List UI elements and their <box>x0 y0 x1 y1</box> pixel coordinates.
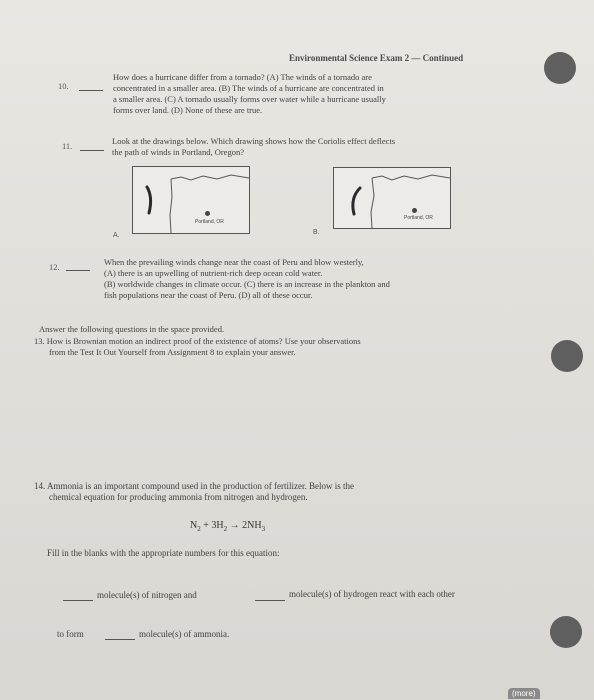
binder-hole-top <box>544 52 576 84</box>
q12-line-4: fish populations near the coast of Peru. (D) all of these occur. <box>104 290 313 300</box>
more-tab: (more) <box>508 688 540 699</box>
q12-number: 12. <box>49 262 60 272</box>
q13-text <box>34 336 361 358</box>
drawing-b-city-dot <box>412 208 417 213</box>
q13-line-2: from the Test It Out Yourself from Assignment 8 to explain your answer. <box>49 347 296 357</box>
q10-line-3: a smaller area. (C) A tornado usually forms over water while a hurricane usually <box>113 94 386 104</box>
hydrogen-blank-label: molecule(s) of hydrogen react with each other <box>289 589 455 599</box>
drawing-a-coastline-top <box>171 175 249 180</box>
q10-line-4: forms over land. (D) None of these are true. <box>113 105 263 115</box>
q14-line-1: 14. Ammonia is an important compound used in the production of fertilizer. Below is the <box>34 481 354 491</box>
drawing-a <box>132 166 250 234</box>
drawing-a-letter: A. <box>113 232 120 239</box>
ammonia-equation: $N_2 + 3H_2 \to 2NH_3$ <box>190 520 266 533</box>
q11-text <box>112 136 395 158</box>
q13-answer-area[interactable] <box>34 372 534 472</box>
q10-line-1: How does a hurricane differ from a tornado? (A) The winds of a tornado are <box>113 72 372 82</box>
ammonia-blank[interactable] <box>105 639 135 640</box>
drawing-b-city-label: Portland, OR <box>404 215 433 221</box>
q12-answer-blank[interactable] <box>66 270 90 271</box>
q14-line-2: chemical equation for producing ammonia from nitrogen and hydrogen. <box>49 492 308 502</box>
drawing-b <box>333 167 451 229</box>
exam-header-title: Environmental Science Exam 2 — Continued <box>289 53 464 63</box>
drawing-a-wind-arrow <box>147 187 151 213</box>
q11-line-2: the path of winds in Portland, Oregon? <box>112 147 244 157</box>
drawing-b-letter: B. <box>313 229 320 236</box>
q13-line-1: 13. How is Brownian motion an indirect proof of the existence of atoms? Use your observations <box>34 336 361 346</box>
to-form-label: to form <box>57 629 84 639</box>
hydrogen-blank[interactable] <box>255 600 285 601</box>
q12-line-2: (A) there is an upwelling of nutrient-rich deep ocean cold water. <box>104 268 323 278</box>
q14-text <box>34 481 354 503</box>
drawing-a-map <box>133 167 249 233</box>
drawing-b-coastline-left <box>371 178 374 228</box>
q12-line-3: (B) worldwide changes in climate occur. (C) there is an increase in the plankton and <box>104 279 390 289</box>
q10-number: 10. <box>58 81 69 91</box>
q12-text <box>104 257 390 301</box>
nitrogen-blank[interactable] <box>63 600 93 601</box>
drawing-a-city-dot <box>205 211 210 216</box>
binder-hole-middle <box>551 340 583 372</box>
drawing-b-wind-arrow <box>353 188 360 214</box>
drawing-a-coastline-left <box>170 179 172 233</box>
binder-hole-bottom <box>550 616 582 648</box>
q11-line-1: Look at the drawings below. Which drawing shows how the Coriolis effect deflects <box>112 136 396 146</box>
ammonia-blank-label: molecule(s) of ammonia. <box>139 629 230 639</box>
q11-number: 11. <box>62 141 73 151</box>
q10-text <box>113 72 386 116</box>
drawing-b-coastline-top <box>372 175 450 180</box>
q11-answer-blank[interactable] <box>80 150 104 151</box>
drawing-a-city-label: Portland, OR <box>195 219 224 225</box>
nitrogen-blank-label: molecule(s) of nitrogen and <box>97 590 197 600</box>
instructions: Answer the following questions in the space provided. <box>39 324 225 334</box>
q14-fill-prompt: Fill in the blanks with the appropriate numbers for this equation: <box>47 548 280 558</box>
q12-line-1: When the prevailing winds change near the coast of Peru and blow westerly, <box>104 257 364 267</box>
q10-line-2: concentrated in a smaller area. (B) The winds of a hurricane are concentrated in <box>113 83 384 93</box>
q10-answer-blank[interactable] <box>79 90 103 91</box>
